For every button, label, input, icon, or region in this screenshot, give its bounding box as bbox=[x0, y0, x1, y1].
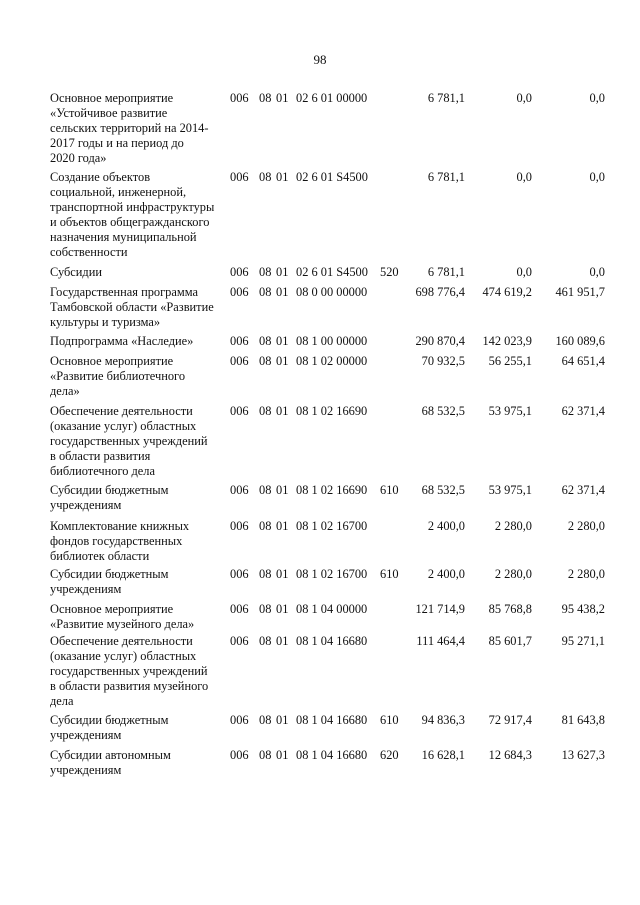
amount-year-1: 6 781,1 bbox=[427, 265, 465, 279]
amount-year-3: 62 371,4 bbox=[561, 483, 605, 497]
target-article-code: 02 6 01 S4500 bbox=[296, 170, 368, 184]
row-name-line: социальной, инженерной, bbox=[50, 185, 187, 199]
row-name-line: библиотечного дела bbox=[50, 464, 155, 478]
expense-type-code: 610 bbox=[380, 483, 399, 497]
row-name-line: фондов государственных bbox=[50, 534, 183, 548]
amount-year-2: 56 255,1 bbox=[488, 354, 532, 368]
target-article-code: 02 6 01 S4500 bbox=[296, 265, 368, 279]
amount-year-3: 0,0 bbox=[589, 170, 605, 184]
section-code: 08 bbox=[259, 634, 272, 648]
subsection-code: 01 bbox=[276, 634, 289, 648]
row-name-line: Обеспечение деятельности bbox=[50, 404, 193, 418]
row-name bbox=[50, 354, 234, 399]
row-name bbox=[50, 91, 234, 166]
amount-year-3: 64 651,4 bbox=[561, 354, 605, 368]
subsection-code: 01 bbox=[276, 713, 289, 727]
row-name bbox=[50, 404, 234, 479]
row-name-line: 2020 года» bbox=[50, 151, 107, 165]
expense-type-code: 520 bbox=[380, 265, 399, 279]
amount-year-2: 0,0 bbox=[516, 170, 532, 184]
row-name-line: собственности bbox=[50, 245, 128, 259]
expense-type-code: 610 bbox=[380, 567, 399, 581]
row-name-line: Создание объектов bbox=[50, 170, 151, 184]
amount-year-3: 0,0 bbox=[589, 91, 605, 105]
amount-year-3: 2 280,0 bbox=[567, 567, 605, 581]
admin-code: 006 bbox=[230, 354, 249, 368]
row-name-line: Подпрограмма «Наследие» bbox=[50, 334, 194, 348]
row-name-line: Государственная программа bbox=[50, 285, 198, 299]
row-name-line: государственных учреждений bbox=[50, 434, 208, 448]
expense-type-code: 610 bbox=[380, 713, 399, 727]
section-code: 08 bbox=[259, 91, 272, 105]
subsection-code: 01 bbox=[276, 285, 289, 299]
row-name-line: назначения муниципальной bbox=[50, 230, 197, 244]
section-code: 08 bbox=[259, 404, 272, 418]
amount-year-2: 72 917,4 bbox=[488, 713, 532, 727]
row-name-line: в области развития музейного bbox=[50, 679, 209, 693]
admin-code: 006 bbox=[230, 748, 249, 762]
amount-year-2: 12 684,3 bbox=[488, 748, 532, 762]
row-name bbox=[50, 748, 234, 778]
row-name-line: «Развитие библиотечного bbox=[50, 369, 186, 383]
subsection-code: 01 bbox=[276, 334, 289, 348]
row-name-line: Основное мероприятие bbox=[50, 354, 174, 368]
amount-year-2: 474 619,2 bbox=[482, 285, 532, 299]
expense-type-code: 620 bbox=[380, 748, 399, 762]
row-name-line: транспортной инфраструктуры bbox=[50, 200, 215, 214]
target-article-code: 08 1 00 00000 bbox=[296, 334, 368, 348]
amount-year-1: 16 628,1 bbox=[421, 748, 465, 762]
subsection-code: 01 bbox=[276, 404, 289, 418]
subsection-code: 01 bbox=[276, 170, 289, 184]
amount-year-1: 68 532,5 bbox=[421, 483, 465, 497]
row-name bbox=[50, 519, 234, 564]
row-name bbox=[50, 265, 234, 280]
row-name-line: Субсидии бюджетным bbox=[50, 483, 169, 497]
amount-year-1: 121 714,9 bbox=[415, 602, 465, 616]
amount-year-3: 13 627,3 bbox=[561, 748, 605, 762]
row-name-line: в области развития bbox=[50, 449, 151, 463]
row-name-line: учреждениям bbox=[50, 728, 122, 742]
admin-code: 006 bbox=[230, 713, 249, 727]
admin-code: 006 bbox=[230, 483, 249, 497]
amount-year-1: 290 870,4 bbox=[415, 334, 465, 348]
row-name-line: Тамбовской области «Развитие bbox=[50, 300, 214, 314]
row-name-line: «Устойчивое развитие bbox=[50, 106, 168, 120]
row-name-line: и объектов общегражданского bbox=[50, 215, 210, 229]
row-name-line: Комплектование книжных bbox=[50, 519, 190, 533]
amount-year-2: 0,0 bbox=[516, 265, 532, 279]
row-name-line: «Развитие музейного дела» bbox=[50, 617, 195, 631]
target-article-code: 08 1 02 16690 bbox=[296, 404, 368, 418]
row-name bbox=[50, 483, 234, 513]
row-name-line: учреждениям bbox=[50, 763, 122, 777]
amount-year-2: 53 975,1 bbox=[488, 483, 532, 497]
row-name-line: учреждениям bbox=[50, 498, 122, 512]
section-code: 08 bbox=[259, 170, 272, 184]
amount-year-3: 95 271,1 bbox=[561, 634, 605, 648]
row-name-line: Основное мероприятие bbox=[50, 602, 174, 616]
admin-code: 006 bbox=[230, 404, 249, 418]
amount-year-2: 85 601,7 bbox=[488, 634, 532, 648]
row-name-line: библиотек области bbox=[50, 549, 150, 563]
subsection-code: 01 bbox=[276, 748, 289, 762]
row-name-line: учреждениям bbox=[50, 582, 122, 596]
row-name bbox=[50, 285, 234, 330]
target-article-code: 08 1 02 00000 bbox=[296, 354, 368, 368]
row-name-line: Основное мероприятие bbox=[50, 91, 174, 105]
row-name-line: 2017 годы и на период до bbox=[50, 136, 184, 150]
row-name-line: культуры и туризма» bbox=[50, 315, 161, 329]
subsection-code: 01 bbox=[276, 567, 289, 581]
row-name bbox=[50, 334, 234, 349]
amount-year-2: 0,0 bbox=[516, 91, 532, 105]
amount-year-3: 461 951,7 bbox=[555, 285, 605, 299]
amount-year-1: 2 400,0 bbox=[427, 567, 465, 581]
amount-year-1: 2 400,0 bbox=[427, 519, 465, 533]
target-article-code: 08 1 02 16700 bbox=[296, 519, 368, 533]
amount-year-1: 6 781,1 bbox=[427, 170, 465, 184]
target-article-code: 08 1 04 16680 bbox=[296, 634, 368, 648]
amount-year-3: 95 438,2 bbox=[561, 602, 605, 616]
target-article-code: 08 1 04 00000 bbox=[296, 602, 368, 616]
row-name-line: (оказание услуг) областных bbox=[50, 419, 197, 433]
target-article-code: 08 1 02 16700 bbox=[296, 567, 368, 581]
amount-year-1: 70 932,5 bbox=[421, 354, 465, 368]
subsection-code: 01 bbox=[276, 483, 289, 497]
admin-code: 006 bbox=[230, 285, 249, 299]
section-code: 08 bbox=[259, 265, 272, 279]
subsection-code: 01 bbox=[276, 91, 289, 105]
row-name-line: (оказание услуг) областных bbox=[50, 649, 197, 663]
row-name-line: Субсидии автономным bbox=[50, 748, 171, 762]
subsection-code: 01 bbox=[276, 602, 289, 616]
admin-code: 006 bbox=[230, 91, 249, 105]
admin-code: 006 bbox=[230, 334, 249, 348]
subsection-code: 01 bbox=[276, 519, 289, 533]
amount-year-3: 81 643,8 bbox=[561, 713, 605, 727]
row-name-line: Субсидии бюджетным bbox=[50, 713, 169, 727]
admin-code: 006 bbox=[230, 265, 249, 279]
amount-year-2: 53 975,1 bbox=[488, 404, 532, 418]
amount-year-1: 698 776,4 bbox=[415, 285, 465, 299]
section-code: 08 bbox=[259, 354, 272, 368]
section-code: 08 bbox=[259, 713, 272, 727]
row-name-line: Субсидии bbox=[50, 265, 102, 279]
page-number: 98 bbox=[313, 52, 327, 67]
row-name-line: Субсидии бюджетным bbox=[50, 567, 169, 581]
row-name bbox=[50, 602, 234, 632]
subsection-code: 01 bbox=[276, 354, 289, 368]
amount-year-3: 62 371,4 bbox=[561, 404, 605, 418]
amount-year-3: 2 280,0 bbox=[567, 519, 605, 533]
row-name bbox=[50, 713, 234, 743]
amount-year-1: 94 836,3 bbox=[421, 713, 465, 727]
amount-year-1: 111 464,4 bbox=[416, 634, 465, 648]
admin-code: 006 bbox=[230, 567, 249, 581]
amount-year-2: 2 280,0 bbox=[494, 519, 532, 533]
section-code: 08 bbox=[259, 519, 272, 533]
target-article-code: 08 0 00 00000 bbox=[296, 285, 368, 299]
target-article-code: 08 1 04 16680 bbox=[296, 713, 368, 727]
subsection-code: 01 bbox=[276, 265, 289, 279]
row-name bbox=[50, 634, 234, 709]
row-name bbox=[50, 567, 234, 597]
section-code: 08 bbox=[259, 602, 272, 616]
admin-code: 006 bbox=[230, 170, 249, 184]
row-name-line: сельских территорий на 2014- bbox=[50, 121, 209, 135]
admin-code: 006 bbox=[230, 519, 249, 533]
amount-year-3: 160 089,6 bbox=[555, 334, 605, 348]
target-article-code: 02 6 01 00000 bbox=[296, 91, 368, 105]
section-code: 08 bbox=[259, 483, 272, 497]
section-code: 08 bbox=[259, 285, 272, 299]
admin-code: 006 bbox=[230, 602, 249, 616]
amount-year-3: 0,0 bbox=[589, 265, 605, 279]
row-name-line: дела» bbox=[50, 384, 80, 398]
row-name bbox=[50, 170, 234, 260]
admin-code: 006 bbox=[230, 634, 249, 648]
amount-year-2: 2 280,0 bbox=[494, 567, 532, 581]
section-code: 08 bbox=[259, 334, 272, 348]
amount-year-2: 142 023,9 bbox=[482, 334, 532, 348]
amount-year-1: 68 532,5 bbox=[421, 404, 465, 418]
row-name-line: дела bbox=[50, 694, 74, 708]
section-code: 08 bbox=[259, 748, 272, 762]
target-article-code: 08 1 02 16690 bbox=[296, 483, 368, 497]
row-name-line: Обеспечение деятельности bbox=[50, 634, 193, 648]
target-article-code: 08 1 04 16680 bbox=[296, 748, 368, 762]
section-code: 08 bbox=[259, 567, 272, 581]
amount-year-1: 6 781,1 bbox=[427, 91, 465, 105]
row-name-line: государственных учреждений bbox=[50, 664, 208, 678]
amount-year-2: 85 768,8 bbox=[488, 602, 532, 616]
